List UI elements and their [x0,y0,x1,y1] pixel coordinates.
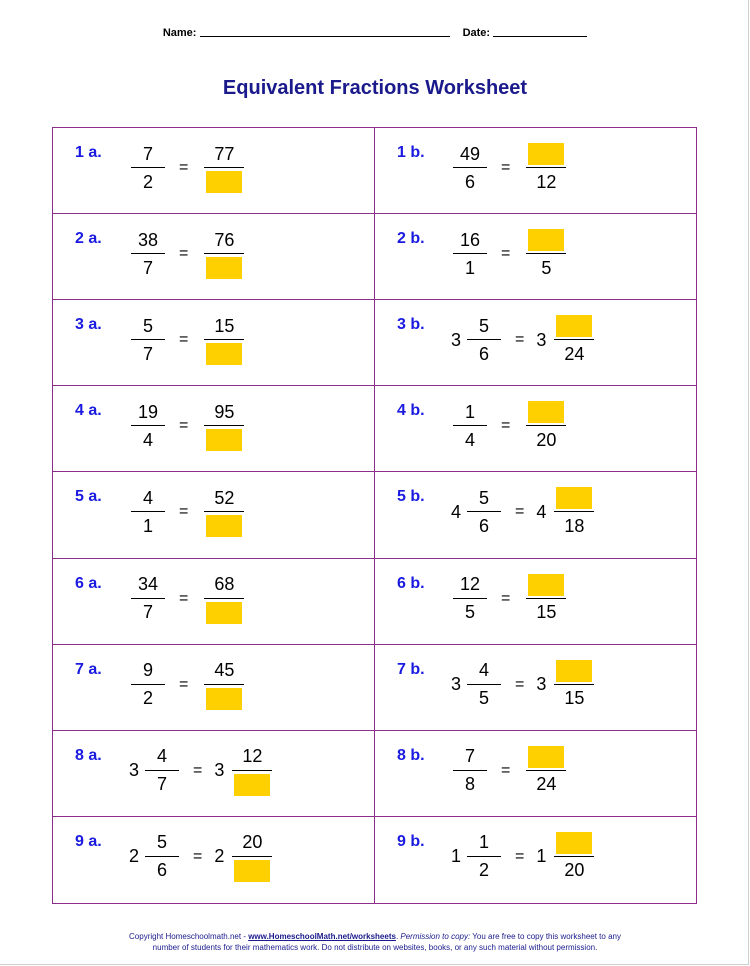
equals-sign: = [179,159,189,176]
whole-number: 4 [536,501,547,522]
fraction-equation [451,573,570,625]
fraction [465,314,503,366]
footer-line-1 [0,931,750,942]
whole-number: 1 [451,846,462,867]
fraction-bar [131,167,165,168]
denominator: 2 [142,171,153,192]
equals-sign: = [179,675,189,693]
fraction [465,659,503,711]
denominator: 2 [479,860,490,881]
fraction-equation [129,745,276,797]
whole-number: 3 [536,674,547,695]
denominator: 12 [536,171,557,192]
equals-sign: = [501,159,511,176]
equals-sign: = [179,503,189,521]
fraction [200,228,248,280]
numerator: 4 [479,660,490,681]
problem-cell [375,817,697,903]
whole-number: 1 [536,846,547,867]
problem-cell [53,214,375,300]
equals-sign: = [501,417,511,435]
footer-permission-label: Permission to copy: [400,932,471,941]
problem-cell [53,731,375,817]
fraction-equation [451,659,598,711]
numerator: 49 [459,143,481,164]
fraction [550,831,598,883]
problem-label: 8 b. [397,746,425,764]
footer-dot: . [395,932,401,941]
fraction-bar [204,598,244,599]
fraction-bar [526,253,566,254]
answer-box[interactable] [206,515,242,537]
fraction [129,659,167,711]
equals-sign: = [193,761,203,779]
fraction-bar [232,770,272,771]
fraction [228,745,276,797]
answer-box[interactable] [234,860,270,882]
fraction-equation [451,228,570,280]
fraction [465,831,503,883]
problem-cell [53,128,375,214]
denominator: 20 [536,429,557,450]
answer-box[interactable] [206,171,242,193]
equals-sign: = [179,417,189,435]
fraction [129,486,167,538]
problem-label: 3 a. [75,316,102,334]
problem-label: 4 a. [75,402,102,420]
fraction [522,573,570,625]
denominator: 7 [142,343,153,364]
problem-cell [53,645,375,731]
fraction-bar [554,511,594,512]
problem-label: 5 a. [75,488,102,506]
fraction-bar [204,167,244,168]
date-label: Date: [462,27,491,39]
answer-box[interactable] [556,832,592,854]
footer-copyright: Copyright Homeschoolmath.net - [129,932,249,941]
fraction-equation [451,142,570,194]
answer-box[interactable] [556,660,592,682]
fraction [451,745,489,797]
answer-box[interactable] [206,257,242,279]
fraction-equation [451,314,598,366]
denominator: 15 [536,602,557,623]
fraction-bar [204,684,244,685]
fraction-bar [526,770,566,771]
whole-number: 2 [214,846,225,867]
numerator: 38 [137,229,159,250]
denominator: 2 [142,688,153,709]
fraction-bar [467,856,501,857]
numerator: 9 [142,660,153,681]
fraction [451,142,489,194]
fraction-bar [453,253,487,254]
equals-sign: = [501,245,511,263]
fraction [200,314,248,366]
fraction-bar [453,167,487,168]
denominator: 5 [479,688,490,709]
footer-permission-text: You are free to copy this worksheet to any [470,932,621,941]
page-title: Equivalent Fractions Worksheet [222,77,528,99]
fraction-equation [129,573,248,625]
equals-sign: = [515,503,525,521]
fraction [200,486,248,538]
answer-box[interactable] [556,315,592,337]
denominator: 7 [142,602,153,623]
footer-line-2: number of students for their mathematics work. Do not distribute on websites, books, or any such material without permission. [152,943,598,952]
denominator: 5 [541,257,552,278]
numerator: 5 [142,315,153,336]
fraction [143,831,181,883]
numerator: 12 [459,574,481,595]
fraction [465,486,503,538]
denominator: 20 [564,860,585,881]
fraction-bar [131,253,165,254]
denominator: 24 [536,774,557,795]
fraction-equation [129,486,248,538]
fraction-bar [131,511,165,512]
worksheet-header [0,27,750,39]
answer-box[interactable] [528,746,564,768]
whole-number: 3 [214,760,225,781]
equals-sign: = [501,589,511,607]
fraction [522,142,570,194]
answer-box[interactable] [206,688,242,710]
fraction [129,314,167,366]
answer-box[interactable] [234,774,270,796]
answer-box[interactable] [206,429,242,451]
denominator: 6 [157,860,168,881]
numerator: 68 [214,574,235,595]
answer-box[interactable] [528,401,564,423]
fraction [200,400,248,452]
denominator: 4 [142,429,153,450]
problem-cell [375,559,697,645]
problem-label: 2 a. [75,230,102,248]
fraction [200,659,248,711]
problem-label: 8 a. [75,746,102,764]
numerator: 7 [464,746,475,767]
denominator: 4 [464,429,475,450]
fraction-bar [453,598,487,599]
fraction [200,142,248,194]
fraction [129,228,167,280]
date-blank-line [493,36,587,37]
fraction-bar [204,339,244,340]
answer-box[interactable] [556,487,592,509]
denominator: 24 [564,343,585,364]
equals-sign: = [515,675,525,693]
name-blank-line [200,36,450,37]
problem-label: 7 a. [75,660,102,678]
problem-cell [375,128,697,214]
problem-label: 6 b. [397,574,425,592]
numerator: 45 [214,660,235,681]
denominator: 6 [479,343,490,364]
fraction-bar [526,167,566,168]
problem-label: 6 a. [75,574,102,592]
fraction-bar [131,684,165,685]
equals-sign: = [515,847,525,865]
numerator: 5 [479,487,490,508]
fraction [200,573,248,625]
numerator: 1 [464,401,475,422]
problem-label: 1 b. [397,144,425,161]
equals-sign: = [179,245,189,263]
footer [0,931,750,953]
problem-label: 4 b. [397,402,425,420]
fraction-bar [526,598,566,599]
fraction-bar [453,425,487,426]
problem-cell [375,472,697,558]
numerator: 52 [214,487,235,508]
fraction [451,400,489,452]
fraction-equation [451,486,598,538]
fraction-equation [129,659,248,711]
denominator: 7 [157,774,168,795]
whole-number: 3 [451,329,462,350]
denominator: 6 [464,171,475,192]
fraction-bar [453,770,487,771]
footer-link[interactable]: www.HomeschoolMath.net/worksheets [248,932,396,941]
fraction-bar [554,856,594,857]
fraction-equation [129,228,248,280]
problem-cell [375,300,697,386]
fraction [550,659,598,711]
fraction [129,400,167,452]
fraction [451,228,489,280]
fraction [143,745,181,797]
whole-number: 3 [451,674,462,695]
answer-box[interactable] [528,229,564,251]
problem-label: 5 b. [397,488,425,506]
fraction-bar [131,425,165,426]
whole-number: 3 [536,329,547,350]
problem-cell [375,645,697,731]
numerator: 20 [242,832,263,853]
fraction-bar [145,856,179,857]
equals-sign: = [193,847,203,865]
problem-label: 9 b. [397,832,425,850]
numerator: 34 [137,574,159,595]
fraction-bar [131,339,165,340]
numerator: 19 [137,401,159,422]
numerator: 12 [242,746,263,767]
numerator: 1 [479,832,490,853]
answer-box[interactable] [528,574,564,596]
numerator: 15 [214,315,235,336]
fraction [550,486,598,538]
fraction-equation [129,831,276,883]
problem-label: 7 b. [397,660,425,678]
problem-cell [53,472,375,558]
fraction-bar [145,770,179,771]
fraction-bar [554,684,594,685]
fraction-equation [129,400,248,452]
equals-sign: = [179,589,189,607]
fraction-bar [467,684,501,685]
equals-sign: = [501,761,511,779]
fraction [550,314,598,366]
numerator: 5 [479,315,490,336]
fraction-bar [526,425,566,426]
problem-cell [375,214,697,300]
fraction-bar [131,598,165,599]
fraction [228,831,276,883]
numerator: 95 [214,401,235,422]
fraction-bar [467,339,501,340]
fraction [129,142,167,194]
denominator: 1 [142,515,153,536]
numerator: 5 [157,832,168,853]
numerator: 7 [142,143,153,164]
denominator: 15 [564,688,585,709]
problem-cell [375,386,697,472]
problem-cell [53,386,375,472]
whole-number: 2 [129,846,140,867]
denominator: 1 [464,257,475,278]
numerator: 4 [142,487,153,508]
equals-sign: = [515,331,525,349]
fraction-equation [451,400,570,452]
problem-label: 2 b. [397,230,425,248]
fraction-bar [204,511,244,512]
problem-label: 1 a. [75,144,102,161]
fraction-bar [204,425,244,426]
denominator: 7 [142,257,153,278]
name-label: Name: [162,27,197,39]
fraction [522,228,570,280]
denominator: 5 [464,602,475,623]
answer-box[interactable] [528,143,564,165]
answer-box[interactable] [206,602,242,624]
denominator: 18 [564,515,585,536]
equals-sign: = [179,331,189,349]
whole-number: 3 [129,760,140,781]
fraction-equation [451,831,598,883]
fraction [451,573,489,625]
numerator: 16 [459,229,481,250]
problem-cell [53,559,375,645]
fraction-bar [467,511,501,512]
problem-grid [52,127,697,904]
fraction-bar [554,339,594,340]
fraction-equation [129,314,248,366]
problem-cell [375,731,697,817]
fraction [129,573,167,625]
numerator: 4 [157,746,168,767]
problem-cell [53,817,375,903]
problem-label: 9 a. [75,832,102,850]
problem-label: 3 b. [397,316,425,334]
fraction-bar [232,856,272,857]
numerator: 76 [214,229,235,250]
problem-cell [53,300,375,386]
fraction-equation [129,142,248,194]
fraction-bar [204,253,244,254]
numerator: 77 [214,143,235,164]
fraction [522,745,570,797]
denominator: 8 [464,774,475,795]
fraction [522,400,570,452]
answer-box[interactable] [206,343,242,365]
denominator: 6 [479,515,490,536]
fraction-equation [451,745,570,797]
whole-number: 4 [451,501,462,522]
